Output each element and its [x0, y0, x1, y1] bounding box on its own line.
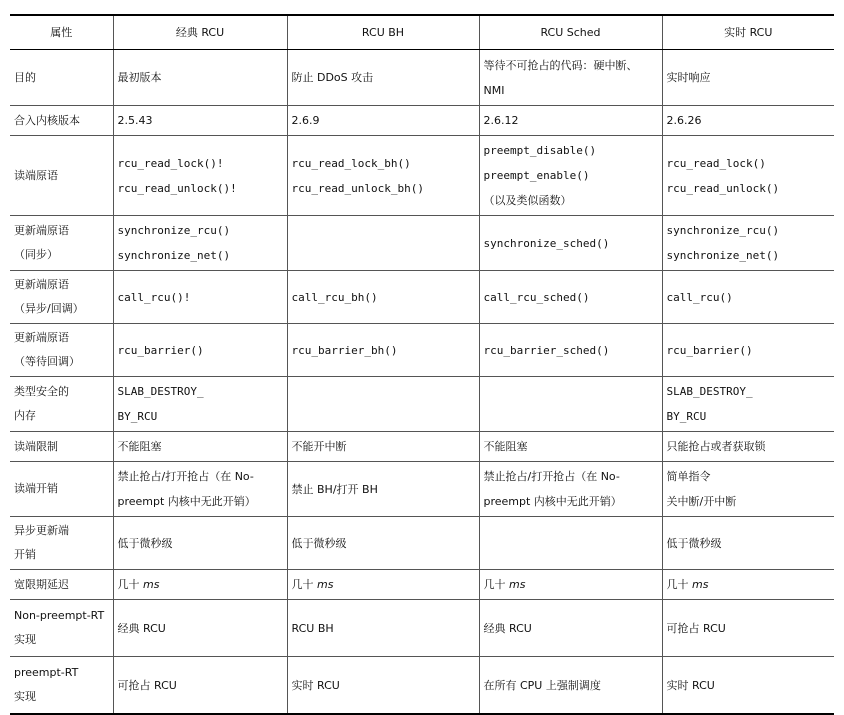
row-label [10, 517, 113, 570]
table-row [10, 216, 834, 271]
table-row [10, 324, 834, 377]
cell-line: rcu_barrier_bh() [291, 343, 398, 357]
row-label [10, 271, 113, 324]
cell-line: rcu_read_unlock() [666, 181, 780, 195]
table-cell [287, 432, 479, 462]
cell-line: call_rcu_bh() [291, 290, 378, 304]
row-label [10, 106, 113, 136]
cell-line: SLAB_DESTROY_ [117, 385, 204, 398]
cell-line: synchronize_rcu() [117, 224, 231, 237]
cell-line: rcu_barrier() [117, 343, 204, 357]
cell-line: 禁止抢占/打开抢占（在 No- [483, 470, 620, 483]
cell-line: preempt 内核中无此开销） [117, 495, 256, 508]
cell-line: 经典 RCU [117, 621, 166, 635]
table-cell [662, 216, 834, 271]
table-cell [479, 216, 662, 271]
cell-line: synchronize_net() [117, 249, 231, 262]
cell-line: 关中断/开中断 [666, 495, 737, 508]
table-cell [287, 517, 479, 570]
cell-line: 经典 RCU [483, 621, 532, 635]
cell-line: rcu_read_lock()! [117, 156, 224, 170]
header-row [10, 15, 834, 50]
table-cell [287, 570, 479, 600]
table-cell [662, 432, 834, 462]
cell-line: synchronize_net() [666, 249, 780, 262]
row-label-line: 更新端原语 [14, 331, 69, 344]
table-cell [113, 271, 287, 324]
table-row [10, 517, 834, 570]
cell-line: 不能阻塞 [117, 440, 162, 453]
row-label-line: 合入内核版本 [14, 113, 80, 127]
table-cell [287, 271, 479, 324]
table-cell [287, 377, 479, 432]
table-cell [662, 377, 834, 432]
table-cell [113, 570, 287, 600]
cell-line: 实时 RCU [291, 678, 340, 692]
unit-text: ms [317, 578, 334, 591]
table-cell [287, 106, 479, 136]
cell-line: 可抢占 RCU [117, 678, 177, 692]
table-cell [113, 600, 287, 657]
table-cell [287, 600, 479, 657]
table-cell [479, 136, 662, 216]
cell-line: 几十 ms [117, 578, 160, 591]
row-label-line: 读端开销 [14, 482, 58, 495]
row-label [10, 600, 113, 657]
table-row [10, 657, 834, 715]
row-label [10, 136, 113, 216]
table-cell [479, 106, 662, 136]
row-label-line: 实现 [14, 633, 36, 646]
cell-line: rcu_barrier() [666, 343, 753, 357]
row-label [10, 657, 113, 715]
table-cell [662, 517, 834, 570]
unit-text: ms [509, 578, 526, 591]
cell-line: 低于微秒级 [117, 536, 173, 550]
row-label-line: 更新端原语 [14, 224, 69, 237]
cell-line: 可抢占 RCU [666, 621, 726, 635]
table-cell [113, 324, 287, 377]
header-cell: RCU BH [287, 15, 479, 50]
cell-line: rcu_barrier_sched() [483, 343, 610, 357]
cell-line: 最初版本 [117, 71, 162, 84]
cell-line: 低于微秒级 [291, 536, 347, 550]
cell-line: 2.6.12 [483, 114, 519, 127]
table-row [10, 462, 834, 517]
table-cell [662, 324, 834, 377]
cell-line: preempt_enable() [483, 169, 590, 182]
header-cell: 经典 RCU [113, 15, 287, 50]
table-cell [113, 657, 287, 715]
cell-line: call_rcu() [666, 290, 733, 304]
row-label-line: （异步/回调） [14, 302, 84, 315]
cell-line: 只能抢占或者获取锁 [666, 440, 766, 453]
table-cell [113, 517, 287, 570]
cell-line: 实时响应 [666, 71, 711, 84]
cell-line: 不能阻塞 [483, 440, 528, 453]
table-cell [287, 657, 479, 715]
row-label-line: 开销 [14, 548, 36, 561]
cell-line: synchronize_rcu() [666, 224, 780, 237]
rcu-comparison-table-container [10, 14, 834, 715]
table-row [10, 377, 834, 432]
row-label-line: preempt-RT [14, 666, 79, 679]
row-label-line: （等待回调） [14, 355, 80, 368]
row-label [10, 570, 113, 600]
cell-line: 2.6.26 [666, 114, 702, 127]
row-label [10, 324, 113, 377]
cell-line: preempt_disable() [483, 144, 597, 157]
row-label-line: 宽限期延迟 [14, 577, 69, 591]
table-cell [662, 657, 834, 715]
table-row [10, 570, 834, 600]
row-label [10, 432, 113, 462]
table-cell [113, 106, 287, 136]
table-cell [113, 432, 287, 462]
cell-line: 2.5.43 [117, 114, 153, 127]
rcu-comparison-table [10, 14, 834, 715]
table-cell [479, 324, 662, 377]
table-cell [662, 570, 834, 600]
table-row [10, 600, 834, 657]
cell-line: 几十 ms [666, 578, 709, 591]
table-cell [479, 50, 662, 106]
table-cell [479, 517, 662, 570]
row-label-line: 类型安全的 [14, 385, 69, 398]
cell-line: 低于微秒级 [666, 536, 722, 550]
unit-text: ms [692, 578, 709, 591]
row-label-line: 读端限制 [14, 439, 58, 453]
table-cell [479, 377, 662, 432]
row-label [10, 50, 113, 106]
table-cell [479, 271, 662, 324]
cell-line: 2.6.9 [291, 114, 320, 127]
cell-line: 不能开中断 [291, 440, 347, 453]
unit-text: ms [143, 578, 160, 591]
table-cell [662, 600, 834, 657]
cell-line: call_rcu_sched() [483, 290, 590, 304]
table-cell [287, 462, 479, 517]
table-row [10, 271, 834, 324]
cell-line: 实时 RCU [666, 678, 715, 692]
cell-line: 几十 ms [291, 578, 334, 591]
row-label [10, 377, 113, 432]
table-cell [479, 657, 662, 715]
cell-line: （以及类似函数） [483, 194, 572, 207]
table-cell [287, 216, 479, 271]
cell-line: 防止 DDoS 攻击 [291, 71, 374, 84]
table-cell [287, 136, 479, 216]
table-cell [662, 271, 834, 324]
table-body [10, 15, 834, 714]
cell-line: 禁止 BH/打开 BH [291, 482, 378, 496]
cell-line: BY_RCU [117, 410, 158, 423]
cell-line: preempt 内核中无此开销） [483, 495, 622, 508]
row-label-line: 读端原语 [14, 168, 58, 182]
table-cell [662, 106, 834, 136]
table-cell [479, 432, 662, 462]
row-label-line: （同步） [14, 248, 58, 261]
cell-line: 简单指令 [666, 470, 711, 483]
row-label [10, 216, 113, 271]
row-label-line: 异步更新端 [14, 524, 69, 537]
cell-line: 在所有 CPU 上强制调度 [483, 678, 601, 692]
table-cell [479, 600, 662, 657]
table-cell [113, 216, 287, 271]
cell-line: SLAB_DESTROY_ [666, 385, 753, 398]
table-cell [662, 136, 834, 216]
row-label [10, 462, 113, 517]
row-label-line: 实现 [14, 690, 36, 703]
cell-line: NMI [483, 83, 505, 97]
table-cell [662, 50, 834, 106]
table-cell [479, 462, 662, 517]
table-cell [113, 50, 287, 106]
table-row [10, 50, 834, 106]
table-row [10, 136, 834, 216]
table-cell [479, 570, 662, 600]
row-label-line: 内存 [14, 409, 36, 422]
row-label-line: Non-preempt-RT [14, 609, 105, 622]
table-cell [113, 377, 287, 432]
cell-line: rcu_read_unlock_bh() [291, 181, 424, 195]
cell-line: 禁止抢占/打开抢占（在 No- [117, 470, 254, 483]
table-row [10, 432, 834, 462]
cell-line: rcu_read_lock() [666, 156, 766, 170]
row-label-line: 目的 [14, 70, 36, 84]
header-cell: 实时 RCU [662, 15, 834, 50]
header-cell: RCU Sched [479, 15, 662, 50]
table-cell [662, 462, 834, 517]
table-row [10, 106, 834, 136]
cell-line: call_rcu()! [117, 290, 191, 304]
table-cell [113, 462, 287, 517]
header-cell: 属性 [10, 15, 113, 50]
row-label-line: 更新端原语 [14, 278, 69, 291]
cell-line: rcu_read_lock_bh() [291, 156, 411, 170]
table-cell [287, 324, 479, 377]
cell-line: synchronize_sched() [483, 236, 610, 250]
table-cell [113, 136, 287, 216]
cell-line: BY_RCU [666, 410, 707, 423]
cell-line: RCU BH [291, 621, 334, 635]
cell-line: 几十 ms [483, 578, 526, 591]
cell-line: rcu_read_unlock()! [117, 181, 237, 195]
cell-line: 等待不可抢占的代码：硬中断、 [483, 58, 638, 72]
table-cell [287, 50, 479, 106]
